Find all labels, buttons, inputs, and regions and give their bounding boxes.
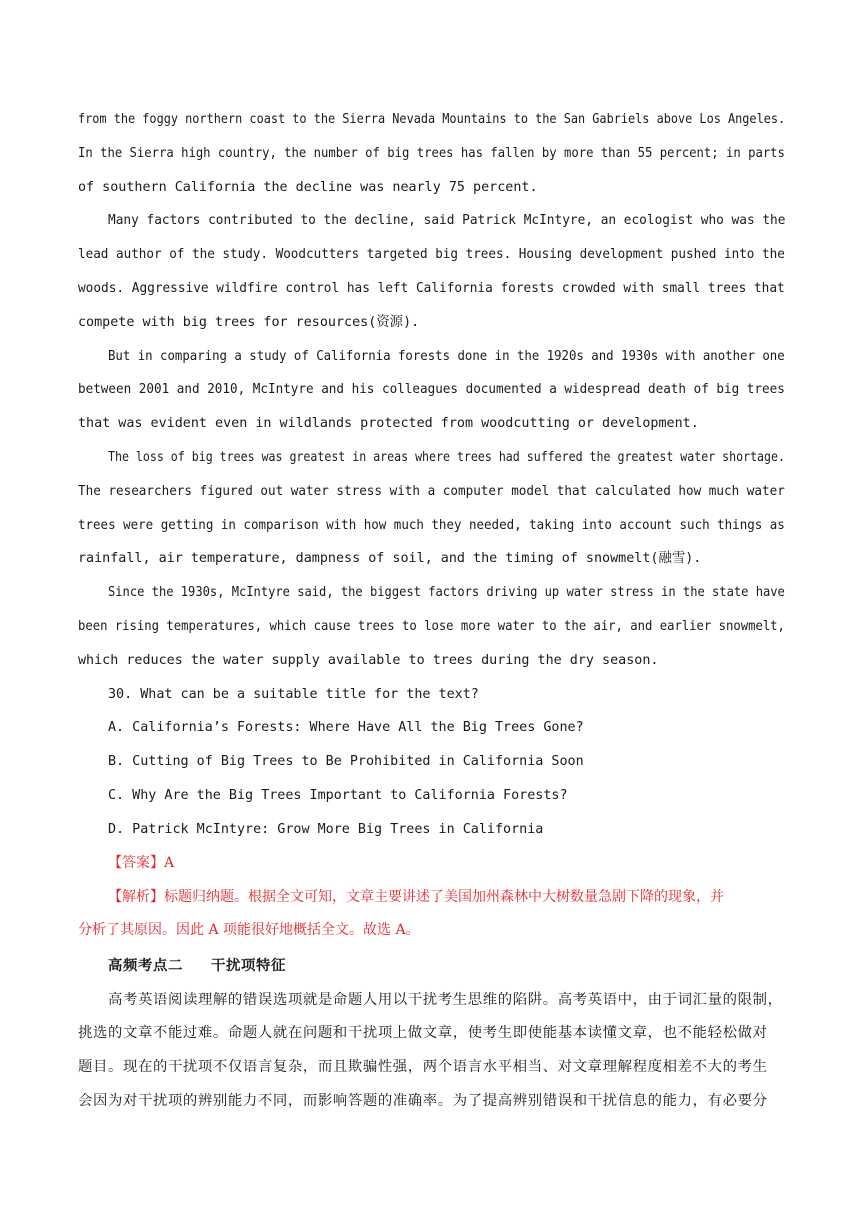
section-line: 会因为对干扰项的辨别能力不同，而影响答题的准确率。为了提高辨别错误和干扰信息的能力，有必要分 [78, 1093, 768, 1109]
option-c: C. Why Are the Big Trees Important to California Forests? [108, 788, 568, 803]
passage-line: of southern California the decline was nearly 75 percent. [78, 180, 538, 195]
passage-line: The researchers figured out water stress with a computer model that calculated how much water [78, 484, 785, 499]
passage-line: lead author of the study. Woodcutters targeted big trees. Housing development pushed into the [78, 247, 785, 262]
analysis-line: 【解析】标题归纳题。根据全文可知，文章主要讲述了美国加州森林中大树数量急剧下降的现象，并 [108, 889, 724, 905]
passage-line: trees were getting in comparison with how much they needed, taking into account such things as [78, 518, 785, 533]
question-stem: 30. What can be a suitable title for the text? [108, 687, 479, 702]
passage-line: been rising temperatures, which cause trees to lose more water to the air, and earlier snowmelt, [78, 619, 785, 634]
option-d: D. Patrick McIntyre: Grow More Big Trees in California [108, 822, 544, 837]
passage-line: from the foggy northern coast to the Sierra Nevada Mountains to the San Gabriels above Los Angeles. [78, 112, 786, 127]
answer-label: 【答案】A [108, 855, 175, 871]
passage-line: The loss of big trees was greatest in areas where trees had suffered the greatest water shortage. [108, 450, 785, 465]
option-a: A. California’s Forests: Where Have All the Big Trees Gone? [108, 720, 584, 735]
passage-line: Since the 1930s, McIntyre said, the biggest factors driving up water stress in the state have [108, 585, 785, 600]
option-b: B. Cutting of Big Trees to Be Prohibited in California Soon [108, 754, 584, 769]
analysis-line: 分析了其原因。因此 A 项能很好地概括全文。故选 A。 [78, 922, 420, 938]
section-line: 挑选的文章不能过难。命题人就在问题和干扰项上做文章，使考生即使能基本读懂文章，也不能轻松做对 [78, 1025, 768, 1041]
passage-line: woods. Aggressive wildfire control has left California forests crowded with small trees that [78, 281, 785, 296]
passage-line: Many factors contributed to the decline, said Patrick McIntyre, an ecologist who was the [108, 213, 786, 228]
passage-line: which reduces the water supply available to trees during the dry season. [78, 653, 659, 668]
passage-line: between 2001 and 2010, McIntyre and his colleagues documented a widespread death of big trees [78, 382, 785, 397]
passage-line: that was evident even in wildlands protected from woodcutting or development. [78, 416, 699, 431]
passage-line: compete with big trees for resources(资源). [78, 315, 420, 330]
passage-line: In the Sierra high country, the number of big trees has fallen by more than 55 percent; in parts [78, 146, 785, 161]
passage-line: But in comparing a study of California forests done in the 1920s and 1930s with another one [108, 349, 785, 364]
section-heading: 高频考点二 干扰项特征 [108, 957, 286, 974]
section-line: 题目。现在的干扰项不仅语言复杂，而且欺骗性强，两个语言水平相当、对文章理解程度相差不大的考生 [78, 1059, 768, 1075]
section-line: 高考英语阅读理解的错误选项就是命题人用以干扰考生思维的陷阱。高考英语中，由于词汇量的限制， [108, 992, 783, 1008]
passage-line: rainfall, air temperature, dampness of soil, and the timing of snowmelt(融雪). [78, 551, 702, 566]
